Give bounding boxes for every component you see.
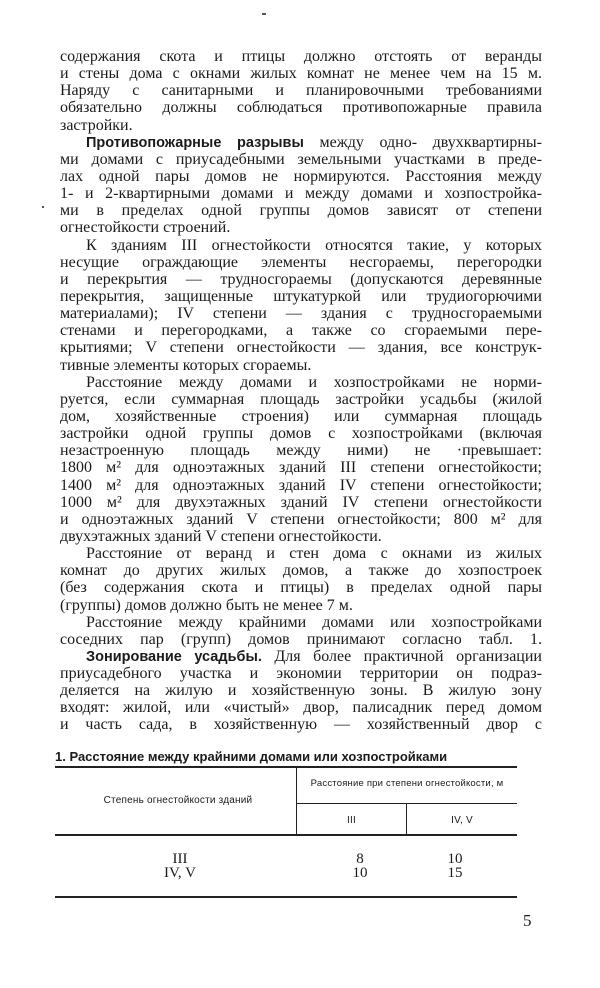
text-line [60, 511, 542, 528]
text-line [60, 579, 542, 596]
text-line [60, 545, 542, 562]
text-line [60, 99, 542, 116]
table-bottom-rule [55, 896, 517, 898]
line-text: Для более практичной организации [261, 647, 542, 665]
text-line [60, 219, 542, 236]
text-line [60, 202, 542, 219]
line-text: и перекрытия — трудносгораемы (допускаются деревянные [60, 270, 542, 288]
text-line [60, 716, 542, 733]
text-line [60, 614, 542, 631]
row-value-iii: 10 [352, 865, 368, 881]
line-text: 1000 м² для двухэтажных зданий IV степени огнестойкости [60, 493, 542, 511]
table-header-rule [55, 834, 517, 836]
text-line [60, 82, 542, 99]
text-line [60, 597, 542, 614]
text-line [60, 477, 542, 494]
text-line [60, 631, 542, 648]
line-text: содержания скота и птицы должно отстоять от веранды [60, 48, 542, 65]
bold-term: Противопожарные разрывы [86, 134, 304, 151]
line-text: Расстояние от веранд и стен дома с окнами из жилых [86, 545, 542, 563]
line-text: и часть сада, в хозяйственную — хозяйственный двор с [60, 716, 542, 734]
text-line [60, 425, 542, 442]
text-line [60, 528, 542, 545]
text-line [60, 459, 542, 476]
text-line [60, 322, 542, 339]
row-degree: III [172, 851, 188, 867]
text-line [60, 185, 542, 202]
line-text: (группы) домов должно быть не менее 7 м. [60, 596, 353, 614]
bold-term: Зонирование усадьбы. [86, 648, 262, 665]
text-line [60, 391, 542, 408]
line-text: крытиями; V степени огнестойкости — здания, все конструк- [60, 339, 542, 357]
line-text: и одноэтажных зданий V степени огнестойкости; 800 м² для [60, 510, 542, 528]
line-text: 1400 м² для одноэтажных зданий IV степени огнестойкости; [60, 476, 542, 494]
line-text: (без содержания скота и птицы) в пределах одной пары [60, 579, 542, 597]
line-text: лах одной пары домов не нормируются. Расстояния между [60, 167, 542, 185]
text-line [60, 562, 542, 579]
line-text: 1- и 2-квартирными домами и между домами и хозпостройка- [60, 185, 542, 203]
line-text: 1800 м² для одноэтажных зданий III степени огнестойкости; [60, 459, 542, 477]
text-line [60, 117, 542, 134]
line-text: руется, если суммарная площадь застройки усадьбы (жилой [60, 390, 542, 408]
text-line [60, 48, 542, 65]
text-line [60, 271, 542, 288]
line-text: Наряду с санитарными и планировочными требованиями [60, 82, 542, 100]
line-text: деляется на жилую и хозяйственную зоны. В жилую зону [60, 682, 542, 700]
line-text: Расстояние между крайними домами или хозпостройками [86, 613, 542, 631]
row-value-iv-v: 10 [447, 851, 463, 867]
text-line [60, 65, 542, 82]
line-text: несущие ограждающие элементы несгораемы, перегородки [60, 253, 542, 271]
line-text: обязательно должны соблюдаться противопожарные правила [60, 99, 542, 117]
text-line [60, 494, 542, 511]
line-text: огнестойкости строений. [60, 219, 231, 237]
line-text: двухэтажных зданий V степени огнестойкости. [60, 527, 382, 545]
text-line [60, 151, 542, 168]
line-text: ми в пределах одной группы домов зависят от степени [60, 202, 542, 220]
text-line [60, 374, 542, 391]
line-text: незастроенную площадь между ними) не ·превышает: [60, 442, 542, 460]
header-degree: Степень огнестойкости зданий [103, 795, 253, 806]
line-text: застройки. [60, 116, 133, 134]
text-line [60, 305, 542, 322]
text-line [60, 339, 542, 356]
line-text: ми домами с приусадебными земельными участками в преде- [60, 150, 542, 168]
text-line [60, 134, 542, 151]
text-line [60, 254, 542, 271]
text-line [60, 357, 542, 374]
text-line [60, 699, 542, 716]
table-top-rule [55, 766, 517, 768]
text-line [60, 288, 542, 305]
line-text: материалами); IV степени — здания с трудносгораемыми [60, 305, 542, 323]
page-number: 5 [523, 911, 532, 930]
text-line [60, 648, 542, 665]
line-text: К зданиям III огнестойкости относятся такие, у которых [86, 236, 542, 254]
row-degree: IV, V [164, 865, 196, 881]
line-text: комнат до других жилых домов, а также до хозпостроек [60, 562, 542, 580]
line-text: входят: жилой, или «чистый» двор, палисадник перед домом [60, 699, 542, 717]
scan-mark [262, 13, 266, 15]
line-text: и стены дома с окнами жилых комнат не менее чем на 15 м. [60, 65, 542, 83]
body-text [60, 48, 542, 734]
text-line [60, 682, 542, 699]
line-text: Расстояние между домами и хозпостройками не норми- [86, 373, 542, 391]
line-text: стенами и перегородками, а также со сгораемыми пере- [60, 322, 542, 340]
text-line [60, 168, 542, 185]
table-title: 1. Расстояние между крайними домами или хозпостройками [55, 749, 448, 764]
line-text: перекрытия, защищенные штукатуркой или трудиогорючими [60, 287, 542, 305]
row-value-iii: 8 [356, 851, 364, 867]
line-text: застройки одной группы домов с хозпостройками (включая [60, 425, 542, 443]
line-text: приусадебного участка и экономии территории он подраз- [60, 665, 542, 683]
text-line [60, 237, 542, 254]
header-iv-v: IV, V [451, 815, 473, 826]
text-line [60, 442, 542, 459]
text-line [60, 665, 542, 682]
line-text: дом, хозяйственные строения) или суммарная площадь [60, 407, 542, 425]
scan-dot [42, 206, 44, 208]
header-iii: III [347, 815, 356, 826]
header-distance: Расстояние при степени огнестойкости, м [310, 778, 504, 789]
row-value-iv-v: 15 [447, 865, 463, 881]
text-line [60, 408, 542, 425]
line-text: тивные элементы которых сгораемы. [60, 356, 312, 374]
line-text: между одно- двухквартирны- [303, 133, 542, 151]
line-text: соседних пар (групп) домов принимают согласно табл. 1. [60, 630, 542, 648]
